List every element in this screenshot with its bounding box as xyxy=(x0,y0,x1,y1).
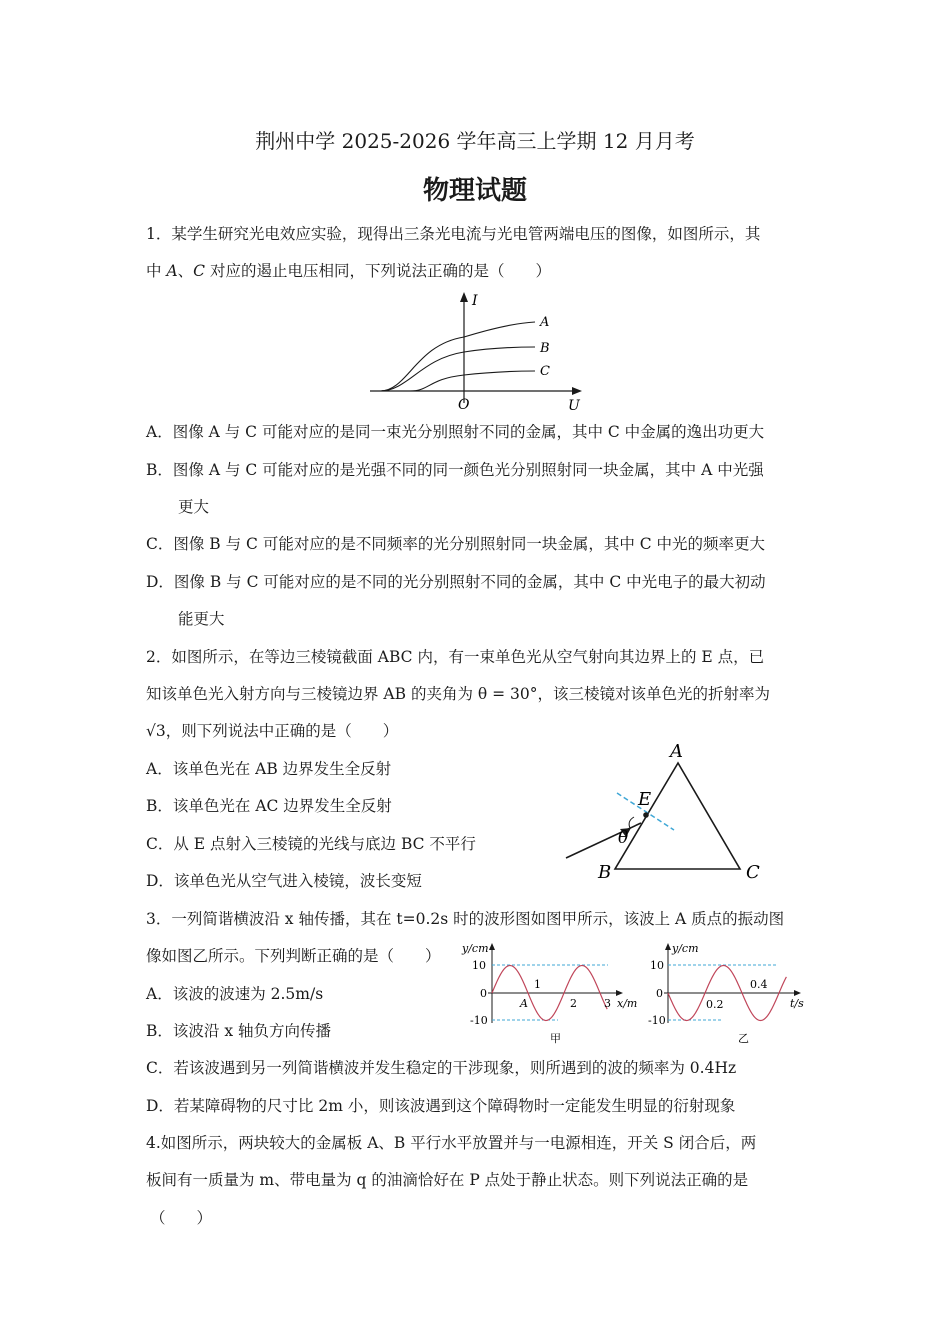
q2-label-e: E xyxy=(638,789,652,810)
exam-subject: 物理试题 xyxy=(422,176,527,206)
q1-axis-u: U xyxy=(568,398,580,414)
q2-option-d: D．该单色光从空气进入棱镜，波长变短 xyxy=(146,872,422,890)
q3-option-a: A．该波的波速为 2.5m/s xyxy=(146,985,324,1003)
q1-curve-c-label: C xyxy=(540,364,550,379)
q3-wave-graph-jia xyxy=(458,938,648,1048)
q3-jia-tick-1: 1 xyxy=(534,978,541,991)
q3-stem-line1: 3．一列简谐横波沿 x 轴传播，其在 t=0.2s 时的波形图如图甲所示，该波上 A 质点的振动图 xyxy=(146,910,785,928)
q1-iu-graph xyxy=(360,285,600,415)
q3-jia-tick-3: 3 xyxy=(604,997,611,1010)
q3-jia-bottom: -10 xyxy=(470,1014,488,1027)
q1-option-b-line1: B．图像 A 与 C 可能对应的是光强不同的同一颜色光分别照射同一块金属，其中 A 中光强 xyxy=(146,461,764,479)
q2-stem-line2: 知该单色光入射方向与三棱镜边界 AB 的夹角为 θ = 30°，该三棱镜对该单色光的折射率为 xyxy=(146,685,771,703)
q3-yi-zero: 0 xyxy=(656,987,663,1000)
q3-option-b: B．该波沿 x 轴负方向传播 xyxy=(146,1022,331,1040)
q3-jia-x-label: x/m xyxy=(617,997,638,1010)
q1-option-c: C．图像 B 与 C 可能对应的是不同频率的光分别照射同一块金属，其中 C 中光的频率更大 xyxy=(146,535,766,553)
q3-yi-y-label: y/cm xyxy=(672,942,699,955)
q3-jia-tick-2: 2 xyxy=(570,997,577,1010)
q3-jia-zero: 0 xyxy=(480,987,487,1000)
q3-stem-line2: 像如图乙所示。下列判断正确的是（ ） xyxy=(146,947,441,965)
q3-jia-point-a: A xyxy=(520,997,528,1010)
q3-yi-bottom: -10 xyxy=(648,1014,666,1027)
q1-stem-a: A xyxy=(166,262,178,280)
q2-stem-line1: 2．如图所示，在等边三棱镜截面 ABC 内，有一束单色光从空气射向其边界上的 E 点，已 xyxy=(146,648,765,666)
q2-label-theta: θ xyxy=(618,828,629,848)
q1-stem-line1: 1．某学生研究光电效应实验，现得出三条光电流与光电管两端电压的图像，如图所示，其 xyxy=(146,225,761,243)
q1-option-a: A．图像 A 与 C 可能对应的是同一束光分别照射不同的金属，其中 C 中金属的逸出功更大 xyxy=(146,423,765,441)
exam-title: 荆州中学 2025-2026 学年高三上学期 12 月月考 xyxy=(255,129,695,153)
q1-origin: O xyxy=(458,397,470,413)
q3-jia-top: 10 xyxy=(472,959,486,972)
q4-stem-line2: 板间有一质量为 m、带电量为 q 的油滴恰好在 P 点处于静止状态。则下列说法正确的是 xyxy=(146,1171,749,1189)
q2-label-a: A xyxy=(670,741,683,762)
q1-stem-post: 对应的遏止电压相同，下列说法正确的是（ ） xyxy=(205,262,551,280)
q3-option-c: C．若该波遇到另一列简谐横波并发生稳定的干涉现象，则所遇到的波的频率为 0.4Hz xyxy=(146,1059,737,1077)
q2-option-b: B．该单色光在 AC 边界发生全反射 xyxy=(146,797,392,815)
q1-stem-pre: 中 xyxy=(146,262,167,280)
q3-yi-x-label: t/s xyxy=(790,997,804,1010)
q1-curve-b-label: B xyxy=(540,341,550,356)
q1-curve-a-label: A xyxy=(540,315,550,330)
q2-prism-diagram xyxy=(560,735,780,885)
q2-option-c: C．从 E 点射入三棱镜的光线与底边 BC 不平行 xyxy=(146,835,476,853)
q2-label-b: B xyxy=(598,862,612,883)
q1-axis-i: I xyxy=(472,293,478,309)
q1-option-d-line2: 能更大 xyxy=(178,610,225,628)
q2-option-a: A．该单色光在 AB 边界发生全反射 xyxy=(146,760,392,778)
q1-stem-c: C xyxy=(193,262,206,280)
q3-yi-tick-04: 0.4 xyxy=(750,978,768,991)
q3-option-d: D．若某障碍物的尺寸比 2m 小，则该波遇到这个障碍物时一定能发生明显的衍射现象 xyxy=(146,1097,736,1115)
q1-stem-line2 xyxy=(146,260,551,282)
q3-vibration-graph-yi xyxy=(648,938,818,1048)
q3-yi-top: 10 xyxy=(650,959,664,972)
q3-jia-y-label: y/cm xyxy=(462,942,489,955)
q3-jia-caption: 甲 xyxy=(550,1032,561,1045)
q2-label-c: C xyxy=(746,862,760,883)
q3-yi-tick-02: 0.2 xyxy=(706,998,724,1011)
q1-option-d-line1: D．图像 B 与 C 可能对应的是不同的光分别照射不同的金属，其中 C 中光电子的最大初动 xyxy=(146,573,766,591)
q4-stem-line1: 4.如图所示，两块较大的金属板 A、B 平行水平放置并与一电源相连，开关 S 闭合后，两 xyxy=(146,1134,757,1152)
q1-stem-mid: 、 xyxy=(177,262,194,280)
q3-yi-caption: 乙 xyxy=(738,1032,749,1045)
q4-stem-line3: （ ） xyxy=(150,1209,213,1227)
q2-stem-line3: √3，则下列说法中正确的是（ ） xyxy=(146,722,399,740)
q1-option-b-line2: 更大 xyxy=(178,498,210,516)
